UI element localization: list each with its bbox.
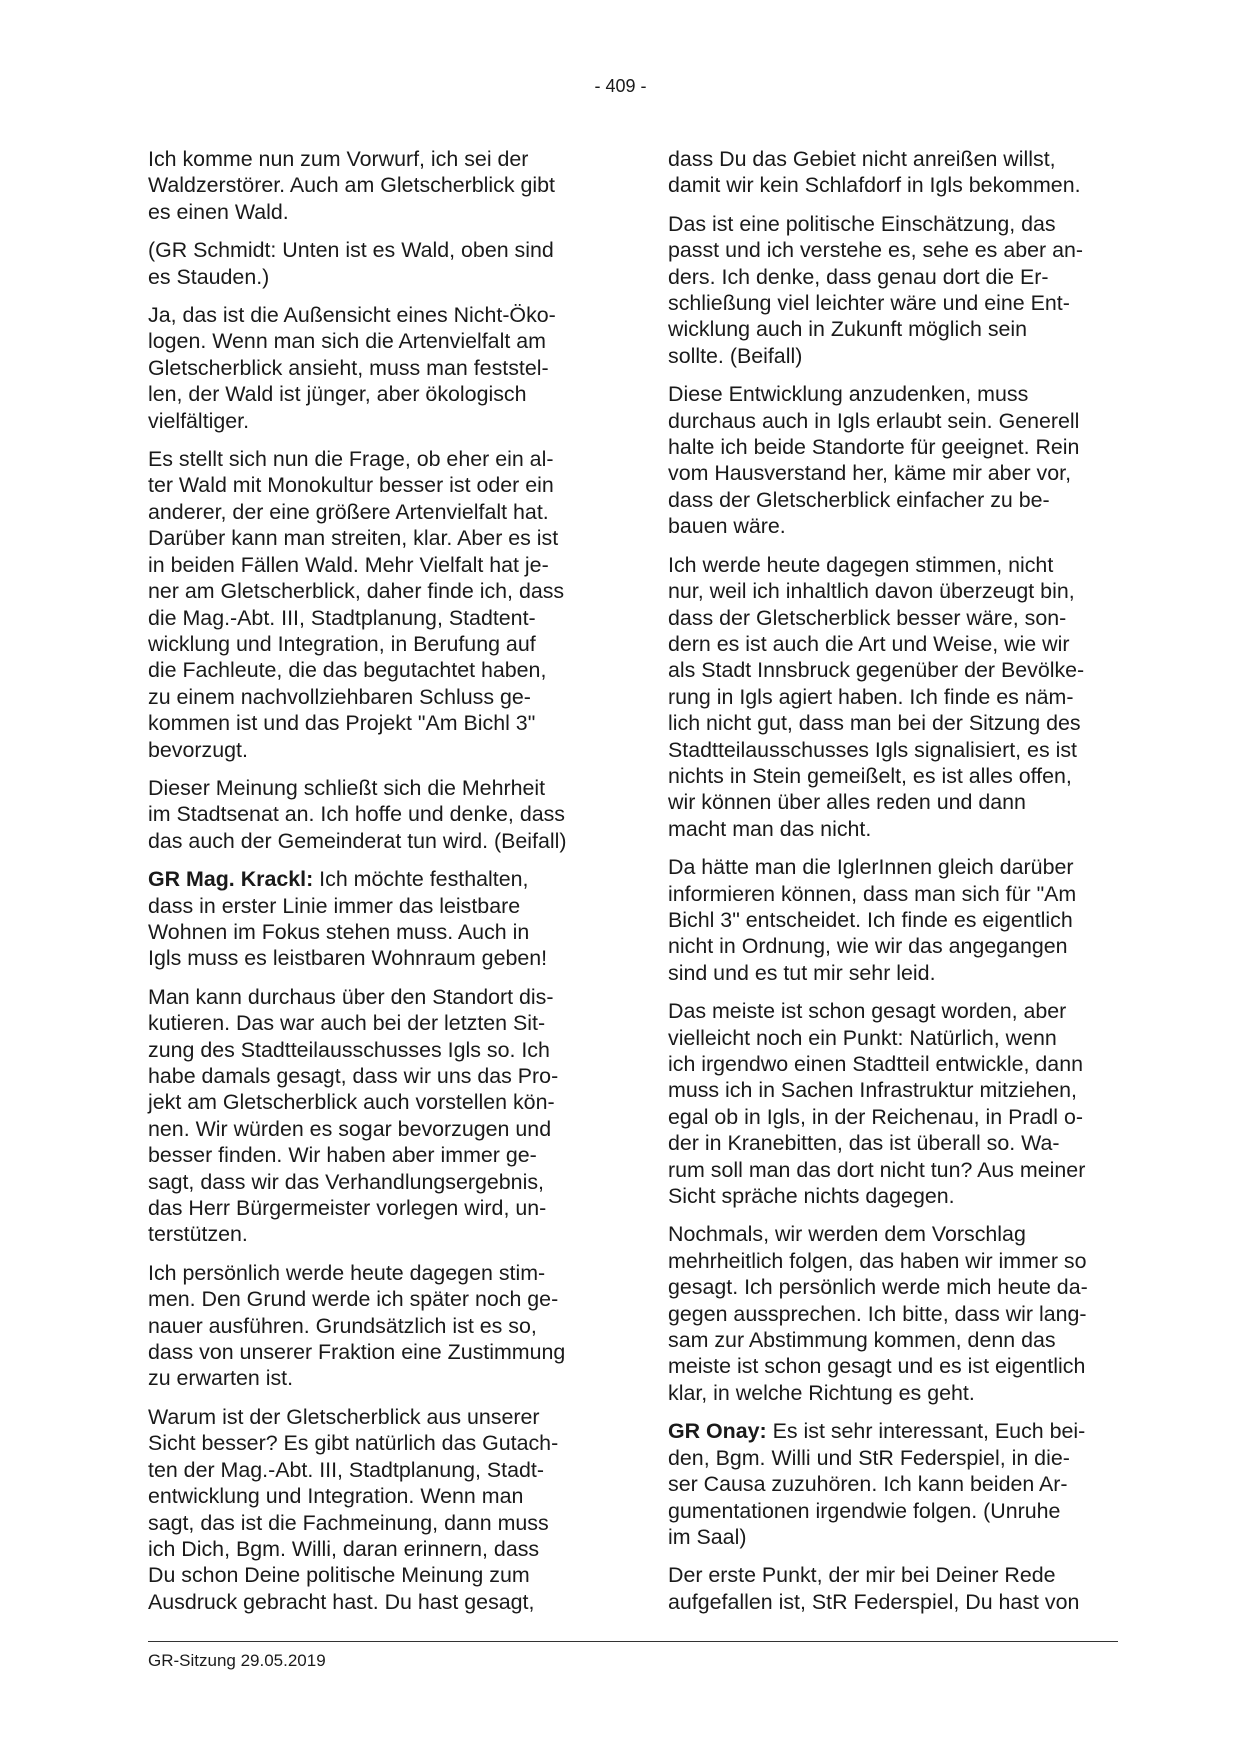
- speech-text: Ich möchte festhalten, dass in erster Linie immer das leistbare Wohnen im Fokus stehen muss. Auch in Igls muss es leistbaren Wohnraum geben!: [148, 867, 548, 971]
- paragraph: Man kann durchaus über den Standort dis- kutieren. Das war auch bei der letzten Sit- zung des Stadtteilausschusses Igls so. Ich habe damals gesagt, dass wir uns das Pro- jekt am Gletscherblick auch vorstellen kön- nen. Wir würden es sogar bevorzugen und besser finden. Wir haben aber immer ge- sagt, dass wir das Verhandlungsergebnis, das Herr Bürgermeister vorlegen wird, un- terstützen.: [148, 984, 559, 1247]
- speaker-name: GR Mag. Krackl:: [148, 867, 314, 892]
- paragraph: Der erste Punkt, der mir bei Deiner Rede aufgefallen ist, StR Federspiel, Du hast von: [668, 1563, 1080, 1614]
- paragraph: Diese Entwicklung anzudenken, muss durchaus auch in Igls erlaubt sein. Generell halte ich beide Standorte für geeignet. Rein vom Hausverstand her, käme mir aber vor, dass der Gletscherblick einfacher zu be- bauen wäre.: [668, 382, 1080, 539]
- left-column: [148, 146, 596, 1627]
- speech-text: Es ist sehr interessant, Euch bei- den, Bgm. Willi und StR Federspiel, in die- ser Causa zuzuhören. Ich kann beiden Ar- gumentationen irgendwie folgen. (Unruhe im Saal): [668, 1419, 1086, 1549]
- footer-divider: [148, 1641, 1118, 1642]
- paragraph: (GR Schmidt: Unten ist es Wald, oben sind es Stauden.): [148, 238, 554, 289]
- paragraph: Ich persönlich werde heute dagegen stim- men. Den Grund werde ich später noch ge- nauer ausführen. Grundsätzlich ist es so, dass von unserer Fraktion eine Zustimmung zu erwarten ist.: [148, 1260, 566, 1391]
- paragraph: Ja, das ist die Außensicht eines Nicht-Öko- logen. Wenn man sich die Artenvielfalt am Gletscherblick ansieht, muss man feststel- len, der Wald ist jünger, aber ökologisch vielfältiger.: [148, 303, 556, 433]
- paragraph: dass Du das Gebiet nicht anreißen willst, damit wir kein Schlafdorf in Igls bekommen.: [668, 147, 1081, 198]
- paragraph: Das meiste ist schon gesagt worden, aber vielleicht noch ein Punkt: Natürlich, wenn ich irgendwo einen Stadtteil entwickle, dann muss ich in Sachen Infrastruktur mitziehen, egal ob in Igls, in der Reichenau, in Pradl o- der in Kranebitten, das ist überall so. Wa- rum soll man das dort nicht tun? Aus meiner Sicht spräche nichts dagegen.: [668, 999, 1086, 1209]
- speaker-paragraph: [148, 866, 596, 972]
- paragraph: Da hätte man die IglerInnen gleich darüber informieren können, dass man sich für "Am Bichl 3" entscheidet. Ich finde es eigentlich nicht in Ordnung, wie wir das angegangen sind und es tut mir sehr leid.: [668, 855, 1077, 985]
- page-number: - 409 -: [594, 76, 647, 96]
- right-column: [668, 146, 1116, 1627]
- paragraph: Es stellt sich nun die Frage, ob eher ein al- ter Wald mit Monokultur besser ist oder ein anderer, der eine größere Artenvielfalt hat. Darüber kann man streiten, klar. Aber es ist in beiden Fällen Wald. Mehr Vielfalt hat je- ner am Gletscherblick, daher finde ich, dass die Mag.-Abt. III, Stadtplanung, Stadtent- wicklung und Integration, in Berufung auf die Fachleute, die das begutachtet haben, zu einem nachvollziehbaren Schluss ge- kommen ist und das Projekt "Am Bichl 3" bevorzugt.: [148, 447, 565, 762]
- paragraph: Warum ist der Gletscherblick aus unserer Sicht besser? Es gibt natürlich das Gutach- ten der Mag.-Abt. III, Stadtplanung, Stadt- entwicklung und Integration. Wenn man sagt, das ist die Fachmeinung, dann muss ich Dich, Bgm. Willi, daran erinnern, dass Du schon Deine politische Meinung zum Ausdruck gebracht hast. Du hast gesagt,: [148, 1404, 559, 1614]
- paragraph: Ich komme nun zum Vorwurf, ich sei der Waldzerstörer. Auch am Gletscherblick gibt es einen Wald.: [148, 147, 555, 224]
- paragraph: Das ist eine politische Einschätzung, das passt und ich verstehe es, sehe es aber an- ders. Ich denke, dass genau dort die Er- schließung viel leichter wäre und eine Ent- wicklung auch in Zukunft möglich sein sollte. (Beifall): [668, 211, 1083, 368]
- speaker-paragraph: [668, 1418, 1116, 1550]
- paragraph: Dieser Meinung schließt sich die Mehrheit im Stadtsenat an. Ich hoffe und denke, dass das auch der Gemeinderat tun wird. (Beifall): [148, 775, 567, 853]
- footer-session-date: GR-Sitzung 29.05.2019: [148, 1651, 326, 1670]
- paragraph: Nochmals, wir werden dem Vorschlag mehrheitlich folgen, das haben wir immer so gesagt. Ich persönlich werde mich heute da- gegen aussprechen. Ich bitte, dass wir lang- sam zur Abstimmung kommen, denn das meiste ist schon gesagt und es ist eigentlich klar, in welche Richtung es geht.: [668, 1222, 1088, 1405]
- speaker-name: GR Onay:: [668, 1419, 767, 1444]
- paragraph: Ich werde heute dagegen stimmen, nicht nur, weil ich inhaltlich davon überzeugt bin, dass der Gletscherblick besser wäre, son- dern es ist auch die Art und Weise, wie wir als Stadt Innsbruck gegenüber der Bevölke- rung in Igls agiert haben. Ich finde es näm- lich nicht gut, dass man bei der Sitzung des Stadtteilausschusses Igls signalisiert, es ist nichts in Stein gemeißelt, es ist alles offen, wir können über alles reden und dann macht man das nicht.: [668, 552, 1085, 841]
